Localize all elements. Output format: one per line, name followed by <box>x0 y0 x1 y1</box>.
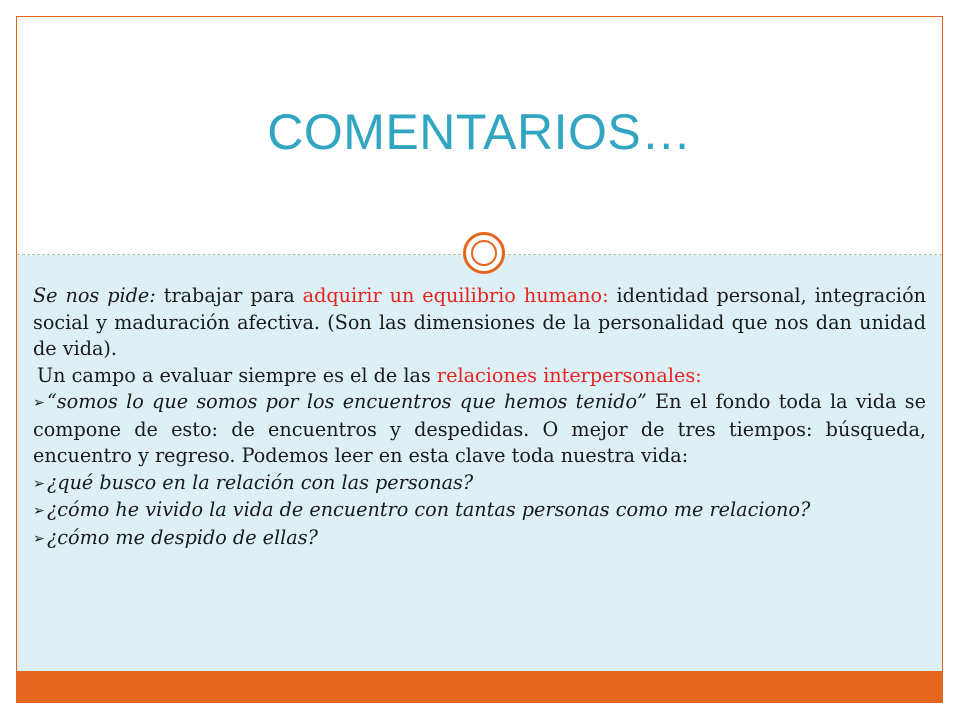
intro-part1: trabajar para <box>155 284 303 307</box>
bullet-item <box>33 525 926 553</box>
bullet-item <box>33 497 926 525</box>
bullet-question: ¿cómo me despido de ellas? <box>47 525 318 549</box>
title-area <box>17 17 942 254</box>
field-text: Un campo a evaluar siempre es el de las <box>37 363 437 387</box>
intro-paragraph <box>33 283 926 363</box>
arrow-bullet-icon: ➢ <box>33 530 45 547</box>
intro-lead: Se nos pide: <box>33 284 156 307</box>
body-text <box>33 283 926 552</box>
intro-part2: identidad personal, integración social y maduración afectiva. (Son las dimensiones de la personalidad que nos dan unidad de vida). <box>33 284 926 360</box>
bullet-quote: “somos lo que somos por los encuentros que hemos tenido” <box>47 390 647 413</box>
bullet-item <box>33 470 926 498</box>
bullet-question: ¿cómo he vivido la vida de encuentro con tantas personas como me relaciono? <box>47 498 811 521</box>
slide-title: COMENTARIOS… <box>267 104 692 160</box>
footer-bar <box>17 671 942 703</box>
ring-ornament-icon <box>463 232 505 274</box>
bullet-rest: En el fondo toda la vida se compone de esto: de encuentros y despedidas. O mejor de tres tiempos: búsqueda, encuentro y regreso. Podemos leer en esta clave toda nuestra vida: <box>33 390 927 467</box>
bullet-question: ¿qué busco en la relación con las personas? <box>47 470 474 494</box>
arrow-bullet-icon: ➢ <box>33 475 45 492</box>
intro-highlight: adquirir un equilibrio humano: <box>302 284 609 307</box>
arrow-bullet-icon: ➢ <box>33 503 45 519</box>
field-highlight: relaciones interpersonales: <box>436 363 702 387</box>
slide <box>16 16 943 703</box>
bullet-item <box>33 389 926 470</box>
field-paragraph <box>33 363 926 390</box>
ring-inner <box>471 240 497 266</box>
arrow-bullet-icon: ➢ <box>33 395 45 411</box>
